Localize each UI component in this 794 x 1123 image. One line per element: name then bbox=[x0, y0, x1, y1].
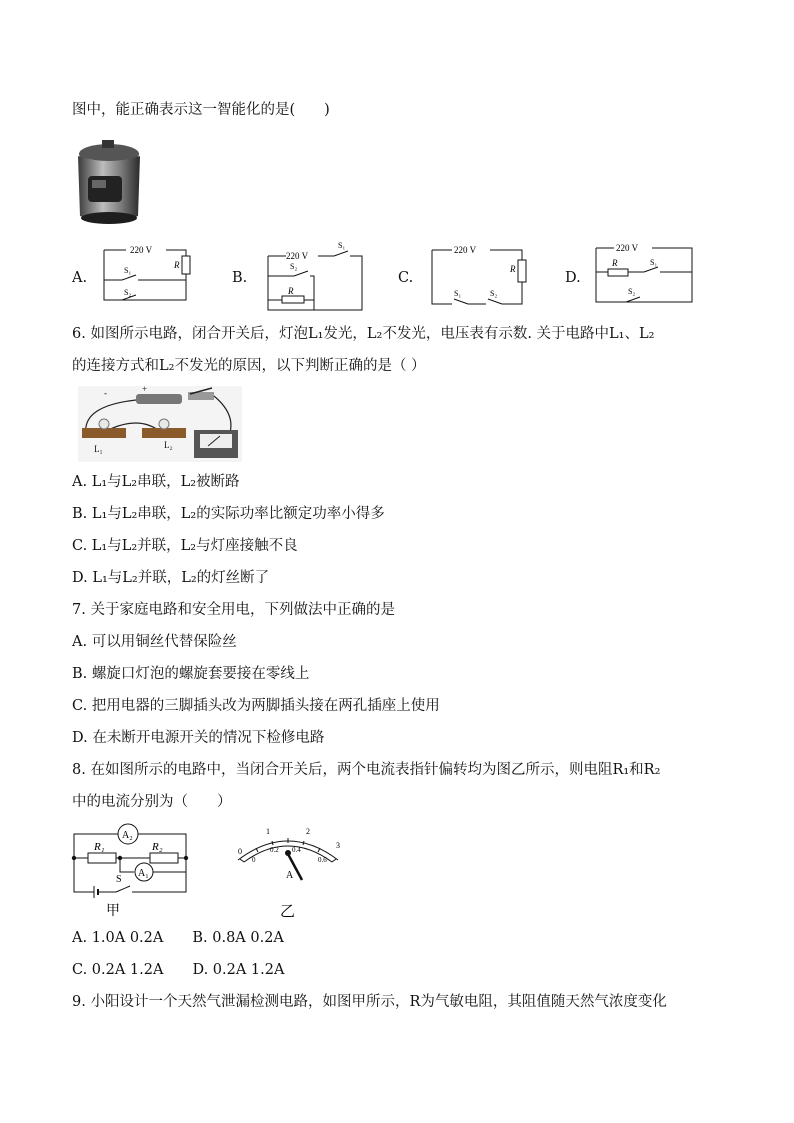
q5-option-c-label: C. bbox=[398, 270, 414, 286]
jia-s: S bbox=[116, 874, 122, 885]
q8-figure-yi bbox=[226, 820, 350, 920]
q5d-r: R bbox=[612, 258, 618, 268]
q5-circuit-b bbox=[262, 236, 368, 314]
yi-t1: 1 bbox=[266, 827, 270, 836]
yi-t0: 0 bbox=[238, 847, 242, 856]
jia-r1: R₁ bbox=[94, 841, 105, 853]
q6-circuit-photo bbox=[78, 386, 242, 462]
jia-a1: A₁ bbox=[138, 868, 149, 879]
q8-figure-jia bbox=[68, 816, 198, 920]
q6-stem-line1: 6. 如图所示电路，闭合开关后，灯泡L₁发光，L₂不发光，电压表有示数. 关于电路中L₁、L₂ bbox=[72, 326, 655, 342]
q9-stem: 9. 小阳设计一个天然气泄漏检测电路，如图甲所示，R为气敏电阻，其阻值随天然气浓度变化 bbox=[72, 994, 667, 1010]
yi-b0: 0 bbox=[252, 856, 256, 864]
q6-l2: L₂ bbox=[164, 440, 173, 450]
jia-a2: A₂ bbox=[122, 830, 133, 841]
q7-option-c: C. 把用电器的三脚插头改为两脚插头接在两孔插座上使用 bbox=[72, 698, 440, 714]
q7-stem: 7. 关于家庭电路和安全用电，下列做法中正确的是 bbox=[72, 602, 395, 618]
q8-stem-line2: 中的电流分别为（ ） bbox=[72, 794, 232, 810]
q5-option-d-label: D. bbox=[565, 270, 581, 286]
q5-circuit-a bbox=[96, 242, 200, 308]
q6-option-b: B. L₁与L₂串联，L₂的实际功率比额定功率小得多 bbox=[72, 506, 385, 522]
q5-circuit-d bbox=[590, 238, 700, 308]
yi-b06: 0.6 bbox=[318, 856, 327, 864]
q5c-voltage: 220 V bbox=[454, 245, 477, 255]
q5-option-b-label: B. bbox=[232, 270, 248, 286]
q5a-r: R bbox=[174, 260, 180, 270]
q7-option-b: B. 螺旋口灯泡的螺旋套要接在零线上 bbox=[72, 666, 310, 682]
jia-r2: R₂ bbox=[152, 841, 163, 853]
q8-options-ab: A. 1.0A 0.2A B. 0.8A 0.2A bbox=[72, 930, 284, 946]
yi-unit: A bbox=[286, 870, 294, 881]
q5c-r: R bbox=[510, 264, 516, 274]
svg-text:-: - bbox=[104, 388, 107, 398]
q6-option-c: C. L₁与L₂并联，L₂与灯座接触不良 bbox=[72, 538, 298, 554]
jia-caption: 甲 bbox=[106, 904, 120, 919]
yi-b04: 0.4 bbox=[292, 846, 301, 854]
q5c-s2: S₂ bbox=[490, 289, 498, 298]
pressure-cooker-image bbox=[72, 138, 146, 226]
q5b-r: R bbox=[288, 286, 294, 296]
q7-option-d: D. 在未断开电源开关的情况下检修电路 bbox=[72, 730, 325, 746]
q5d-s2: S₂ bbox=[628, 287, 636, 296]
q8-stem-line1: 8. 在如图所示的电路中，当闭合开关后，两个电流表指针偏转均为图乙所示，则电阻R₁和R₂ bbox=[72, 762, 661, 778]
q8-options-cd: C. 0.2A 1.2A D. 0.2A 1.2A bbox=[72, 962, 285, 978]
q5-circuit-c bbox=[426, 242, 536, 310]
q7-option-a: A. 可以用铜丝代替保险丝 bbox=[72, 634, 237, 650]
yi-caption: 乙 bbox=[280, 904, 296, 920]
q5b-voltage: 220 V bbox=[286, 251, 309, 261]
q5b-s1: S₁ bbox=[338, 241, 346, 250]
q6-l1: L₁ bbox=[94, 444, 103, 454]
q5-option-a-label: A. bbox=[72, 270, 88, 286]
q6-option-a: A. L₁与L₂串联，L₂被断路 bbox=[72, 474, 240, 490]
svg-text:+: + bbox=[142, 386, 148, 394]
yi-t2: 2 bbox=[306, 827, 310, 836]
yi-b02: 0.2 bbox=[270, 846, 279, 854]
q5a-voltage: 220 V bbox=[130, 245, 153, 255]
q5c-s1: S₁ bbox=[454, 289, 462, 298]
yi-t3: 3 bbox=[336, 841, 340, 850]
q5a-s1: S₁ bbox=[124, 266, 132, 275]
q5a-s2: S₂ bbox=[124, 288, 132, 297]
q5d-s1: S₁ bbox=[650, 258, 658, 267]
q5b-s2: S₂ bbox=[290, 262, 298, 271]
q6-option-d: D. L₁与L₂并联，L₂的灯丝断了 bbox=[72, 570, 270, 586]
q6-stem-line2: 的连接方式和L₂不发光的原因，以下判断正确的是（ ） bbox=[72, 358, 426, 374]
q5-stem-tail: 图中，能正确表示这一智能化的是( ) bbox=[72, 102, 330, 118]
q5d-voltage: 220 V bbox=[616, 243, 639, 253]
